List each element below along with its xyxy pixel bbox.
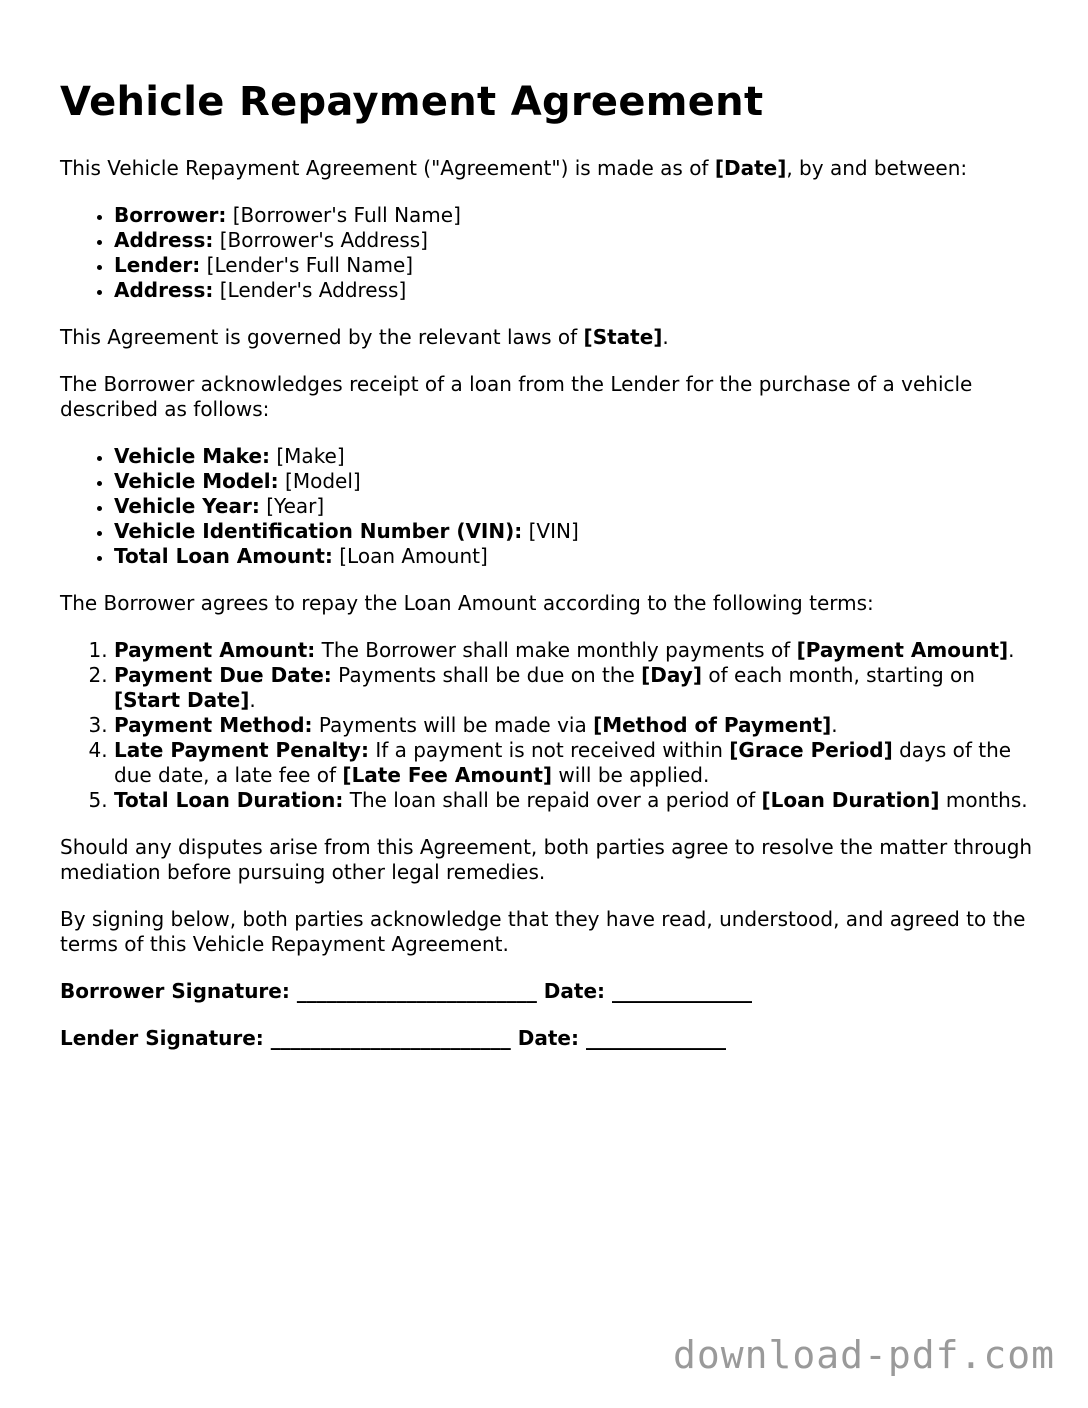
list-item: • Address: [Borrower's Address] [114,228,1040,253]
governing-law-paragraph: This Agreement is governed by the relevant laws of [State]. [60,325,669,349]
document-title: Vehicle Repayment Agreement [60,79,764,125]
list-item: • Total Loan Amount: [Loan Amount] [114,544,1040,569]
list-item: • Borrower: [Borrower's Full Name] [114,203,1040,228]
state-placeholder: [State] [583,325,663,349]
list-item: 3. Payment Method: Payments will be made via [Method of Payment]. [114,713,1040,738]
watermark: download-pdf.com [672,1333,1055,1377]
date-placeholder: [Date] [714,156,787,180]
parties-list [60,203,1040,303]
list-item: • Vehicle Make: [Make] [114,444,1040,469]
borrower-signature-line: Borrower Signature: ________________________ Date: ______________ [60,979,752,1003]
lender-signature-line: Lender Signature: ________________________ Date: ______________ [60,1026,726,1050]
terms-intro-paragraph: The Borrower agrees to repay the Loan Amount according to the following terms: [60,591,874,615]
vehicle-list [60,444,1040,569]
loan-intro-paragraph: The Borrower acknowledges receipt of a loan from the Lender for the purchase of a vehicle described as follows: [60,372,973,421]
list-item: • Vehicle Identification Number (VIN): [VIN] [114,519,1040,544]
list-item: • Vehicle Year: [Year] [114,494,1040,519]
disputes-paragraph: Should any disputes arise from this Agreement, both parties agree to resolve the matter through mediation before pursuing other legal remedies. [60,835,1033,884]
document-page [60,76,1040,1073]
acknowledgement-paragraph: By signing below, both parties acknowledge that they have read, understood, and agreed to the terms of this Vehicle Repayment Agreement. [60,907,1026,956]
intro-paragraph: This Vehicle Repayment Agreement ("Agreement") is made as of [Date], by and between: [60,156,968,180]
terms-list [60,638,1040,813]
list-item: 2. Payment Due Date: Payments shall be due on the [Day] of each month, starting on [Start Date]. [114,663,1040,713]
list-item: • Lender: [Lender's Full Name] [114,253,1040,278]
list-item: • Address: [Lender's Address] [114,278,1040,303]
list-item: • Vehicle Model: [Model] [114,469,1040,494]
list-item: 1. Payment Amount: The Borrower shall make monthly payments of [Payment Amount]. [114,638,1040,663]
list-item: 4. Late Payment Penalty: If a payment is not received within [Grace Period] days of the due date, a late fee of [Late Fee Amount] will be applied. [114,738,1040,788]
list-item: 5. Total Loan Duration: The loan shall be repaid over a period of [Loan Duration] months. [114,788,1040,813]
